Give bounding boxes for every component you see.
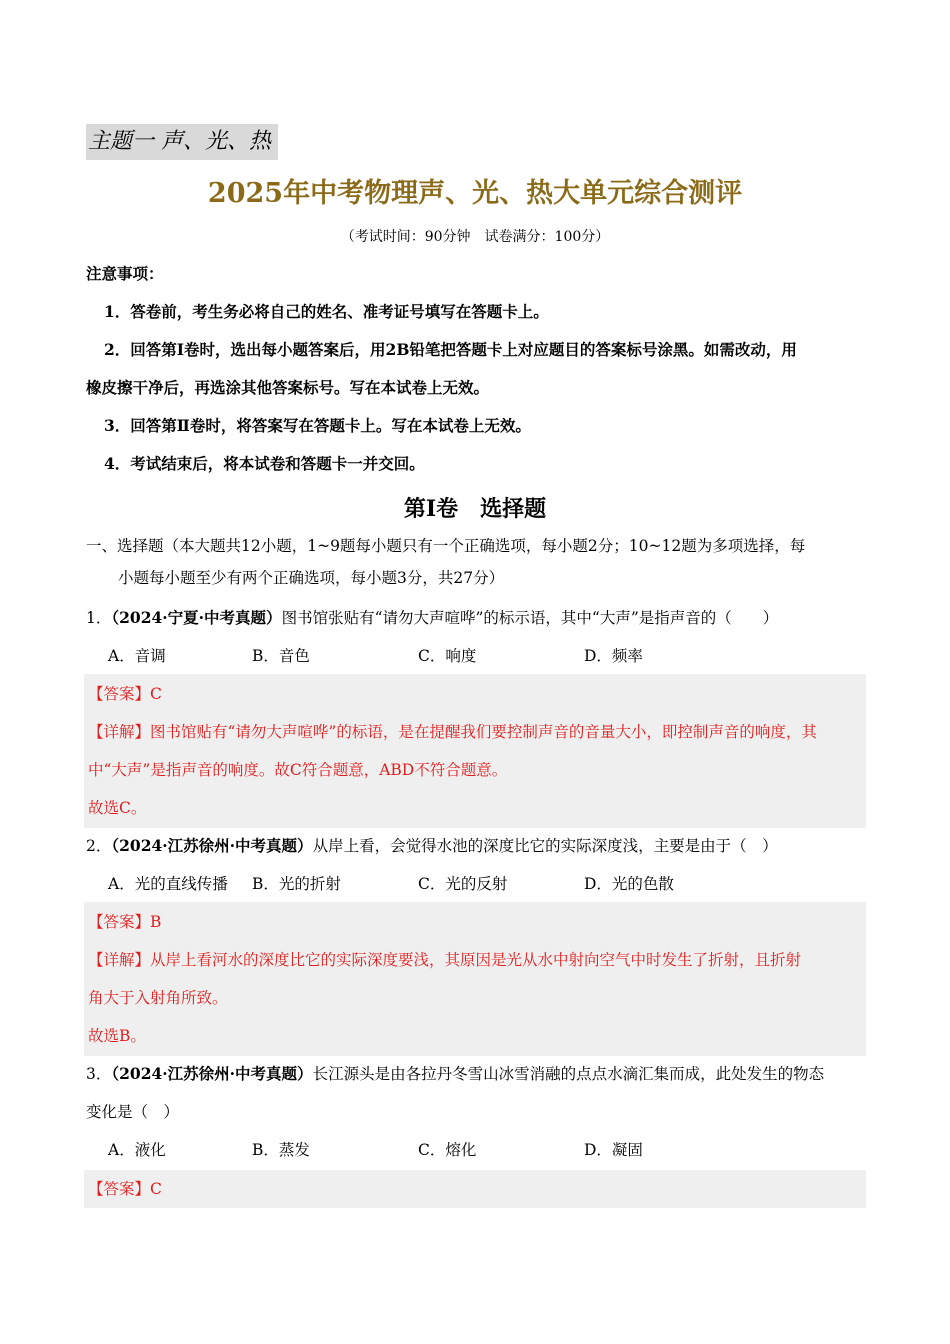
answer-label: 【答案】C [88,685,162,703]
option-d: D．频率 [584,647,643,665]
option-b: B．蒸发 [252,1141,310,1159]
detail-text: 中“大声”是指声音的响度。故C符合题意，ABD不符合题意。 [88,761,508,779]
topic-tag: 主题一 声、光、热 [86,124,278,160]
detail-text: 角大于入射角所致。 [88,989,228,1007]
answer-box-2 [84,902,866,1056]
conclusion-text: 故选B。 [88,1027,146,1045]
question-source: （2024·江苏徐州·中考真题） [111,836,313,855]
option-b: B．光的折射 [252,875,341,893]
question-1-stem [86,606,778,630]
question-3-stem [86,1062,824,1086]
answer-box-3 [84,1170,866,1208]
notice-item: 1．答卷前，考生务必将自己的姓名、准考证号填写在答题卡上。 [104,302,549,321]
question-source: （2024·宁夏·中考真题） [111,608,282,627]
question-3-stem-cont: 变化是（ ） [86,1103,180,1121]
notice-item: 2．回答第Ⅰ卷时，选出每小题答案后，用2B铅笔把答题卡上对应题目的答案标号涂黑。如需改动，用 [104,340,797,359]
question-source: （2024·江苏徐州·中考真题） [111,1064,313,1083]
option-a: A．液化 [108,1141,166,1159]
section-title: 第Ⅰ卷 选择题 [403,496,547,522]
notice-item: 3．回答第Ⅱ卷时，将答案写在答题卡上。写在本试卷上无效。 [104,416,531,435]
question-number: 3． [86,1065,112,1083]
option-c: C．光的反射 [418,875,508,893]
option-c: C．熔化 [418,1141,477,1159]
notice-heading: 注意事项： [86,264,164,283]
option-d: D．凝固 [584,1141,643,1159]
detail-text: 【详解】从岸上看河水的深度比它的实际深度要浅，其原因是光从水中射向空气中时发生了折射，且折射 [88,951,802,969]
option-b: B．音色 [252,647,310,665]
question-number: 1． [86,609,112,627]
exam-info: （考试时间：90分钟 试卷满分：100分） [340,229,610,245]
question-text: 从岸上看，会觉得水池的深度比它的实际深度浅，主要是由于（ ） [312,837,778,855]
option-a: A．光的直线传播 [108,875,228,893]
page-title: 2025年中考物理声、光、热大单元综合测评 [207,178,743,209]
answer-label: 【答案】C [88,1180,162,1198]
option-c: C．响度 [418,647,477,665]
answer-box-1 [84,674,866,828]
question-text: 图书馆张贴有“请勿大声喧哗”的标示语，其中“大声”是指声音的（ ） [281,609,779,627]
notice-item: 橡皮擦干净后，再选涂其他答案标号。写在本试卷上无效。 [86,378,490,397]
question-text: 长江源头是由各拉丹冬雪山冰雪消融的点点水滴汇集而成，此处发生的物态 [312,1065,825,1083]
part-intro: 小题每小题至少有两个正确选项，每小题3分，共27分） [118,569,505,587]
part-intro: 一、选择题（本大题共12小题，1~9题每小题只有一个正确选项，每小题2分；10~12题为多项选择，每 [86,537,806,555]
conclusion-text: 故选C。 [88,799,147,817]
option-d: D．光的色散 [584,875,674,893]
notice-item: 4．考试结束后，将本试卷和答题卡一并交回。 [104,454,425,473]
detail-text: 【详解】图书馆贴有“请勿大声喧哗”的标语，是在提醒我们要控制声音的音量大小，即控制声音的响度，其 [88,723,817,741]
option-a: A．音调 [108,647,166,665]
question-number: 2． [86,837,112,855]
answer-label: 【答案】B [88,913,162,931]
question-2-stem [86,834,778,858]
